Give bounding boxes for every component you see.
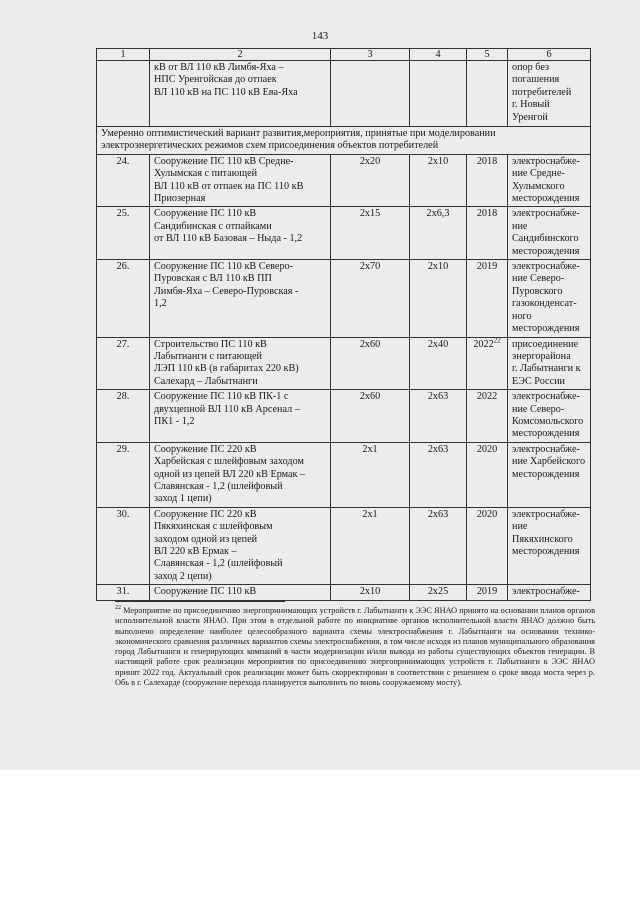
year-cell	[467, 337, 508, 390]
measure-name-cell: Сооружение ПС 110 кВ Средне- Хулымская с питающей ВЛ 110 кВ от отпаек на ПС 110 кВ Приозерная	[150, 154, 331, 207]
measure-name-cell: Сооружение ПС 220 кВ Пякяхинская с шлейфовым заходом одной из цепей ВЛ 220 кВ Ермак – Славянская - 1,2 (шлейфовый заход 2 цепи)	[150, 507, 331, 584]
lines-cell: 2x60	[331, 390, 410, 443]
measure-name-cell: Сооружение ПС 110 кВ	[150, 585, 331, 600]
column-header: 5	[467, 49, 508, 61]
footnote-ref: 22	[493, 336, 501, 345]
year-cell: 2018	[467, 154, 508, 207]
lines-cell: 2x1	[331, 507, 410, 584]
lines-cell: 2x15	[331, 207, 410, 260]
measure-name-cell: Строительство ПС 110 кВ Лабытнанги с питающей ЛЭП 110 кВ (в габаритах 220 кВ) Салехард – Лабытнанги	[150, 337, 331, 390]
measure-name-cell: Сооружение ПС 220 кВ Харбейская с шлейфовым заходом одной из цепей ВЛ 220 кВ Ермак – Славянская - 1,2 (шлейфовый заход 1 цепи)	[150, 442, 331, 507]
capacity-cell: 2x63	[410, 442, 467, 507]
purpose-cell: электроснабже- ние Харбейского месторождения	[508, 442, 591, 507]
purpose-cell: электроснабже- ние Северо- Комсомольского месторождения	[508, 390, 591, 443]
row-number-cell	[97, 61, 150, 127]
purpose-cell: электроснабже- ние Северо- Пуровского газоконденсат- ного месторождения	[508, 260, 591, 337]
row-number-cell: 30.	[97, 507, 150, 584]
table-row	[97, 207, 591, 260]
table-row-continued	[97, 61, 591, 127]
page-number: 143	[311, 30, 329, 42]
measure-name-cell: Сооружение ПС 110 кВ ПК-1 с двухцепной ВЛ 110 кВ Арсенал – ПК1 - 1,2	[150, 390, 331, 443]
purpose-cell: электроснабже- ние Пякяхинского месторождения	[508, 507, 591, 584]
row-number-cell: 24.	[97, 154, 150, 207]
row-number-cell: 28.	[97, 390, 150, 443]
footnote-ref: 22	[115, 605, 121, 612]
year-cell: 2019	[467, 260, 508, 337]
lines-cell: 2x60	[331, 337, 410, 390]
measure-name-cell: Сооружение ПС 110 кВ Сандибинская с отпайками от ВЛ 110 кВ Базовая – Ныда - 1,2	[150, 207, 331, 260]
year-cell: 2018	[467, 207, 508, 260]
measure-name-cell: кВ от ВЛ 110 кВ Лимбя-Яха – НПС Уренгойская до отпаек ВЛ 110 кВ на ПС 110 кВ Ева-Яха	[150, 61, 331, 127]
section-title: Умеренно оптимистический вариант развития,мероприятия, принятые при моделировании электроэнергетических режимов схем присоединения объектов потребителей	[97, 127, 591, 155]
measures-table	[96, 48, 591, 601]
section-row	[97, 127, 591, 155]
table-row	[97, 507, 591, 584]
row-number-cell: 29.	[97, 442, 150, 507]
column-header: 3	[331, 49, 410, 61]
footnote-text: Мероприятие по присоединению энергопринимающих устройств г. Лабытнанги к ЭЭС ЯНАО принято на основании планов органов исполнительной власти ЯНАО. При этом в отдельной работе по инициативе органов исполнительной власти ЯНАО должно быть выполнено определение наиболее целесообразного варианта схемы электроснабжения г. Лабытнанги на основании технико-экономического сравнения различных вариантов схемы электроснабжения, в том числе исходя из планов муниципального образования город Лабытнанги и генерирующих компаний в части модернизации и/или вывода из работы существующих объектов генерации. В настоящей работе срок реализации мероприятия по присоединению энергопринимающих устройств г. Лабытнанги к ЭЭС ЯНАО принят 2022 год. Актуальный срок реализации может быть скорректирован в соответствии с решением о сроке ввода моста через р. Обь в г. Салехарде (сооружение перехода планируется выполнить по вновь сооружаемому мосту).	[115, 606, 595, 688]
purpose-cell: присоединение энергорайона г. Лабытнанги к ЕЭС России	[508, 337, 591, 390]
capacity-cell: 2x6,3	[410, 207, 467, 260]
lines-cell: 2x10	[331, 585, 410, 600]
purpose-cell: опор без погашения потребителей г. Новый Уренгой	[508, 61, 591, 127]
purpose-cell: электроснабже- ние Средне- Хулымского месторождения	[508, 154, 591, 207]
year-cell: 2022	[467, 390, 508, 443]
empty-cell	[467, 61, 508, 127]
year-cell: 2020	[467, 507, 508, 584]
row-number-cell: 25.	[97, 207, 150, 260]
year-value: 2022	[473, 338, 494, 350]
purpose-cell: электроснабже-	[508, 585, 591, 600]
capacity-cell: 2x40	[410, 337, 467, 390]
table-row	[97, 585, 591, 600]
row-number-cell: 26.	[97, 260, 150, 337]
table-row	[97, 337, 591, 390]
capacity-cell: 2x25	[410, 585, 467, 600]
capacity-cell: 2x63	[410, 507, 467, 584]
empty-cell	[331, 61, 410, 127]
table-row	[97, 390, 591, 443]
year-cell: 2020	[467, 442, 508, 507]
footnote-divider	[115, 601, 285, 602]
lines-cell: 2x20	[331, 154, 410, 207]
row-number-cell: 27.	[97, 337, 150, 390]
capacity-cell: 2x10	[410, 260, 467, 337]
measure-name-cell: Сооружение ПС 110 кВ Северо- Пуровская с ВЛ 110 кВ ПП Лимбя-Яха – Северо-Пуровская - 1,2	[150, 260, 331, 337]
column-header: 6	[508, 49, 591, 61]
purpose-cell: электроснабже- ние Сандибинского месторождения	[508, 207, 591, 260]
year-cell: 2019	[467, 585, 508, 600]
footnote	[115, 606, 595, 688]
lines-cell: 2x1	[331, 442, 410, 507]
column-header: 4	[410, 49, 467, 61]
row-number-cell: 31.	[97, 585, 150, 600]
table-row	[97, 442, 591, 507]
capacity-cell: 2x63	[410, 390, 467, 443]
table-row	[97, 260, 591, 337]
column-header: 1	[97, 49, 150, 61]
table-header-row	[97, 49, 591, 61]
lines-cell: 2x70	[331, 260, 410, 337]
table-row	[97, 154, 591, 207]
column-header: 2	[150, 49, 331, 61]
empty-cell	[410, 61, 467, 127]
capacity-cell: 2x10	[410, 154, 467, 207]
